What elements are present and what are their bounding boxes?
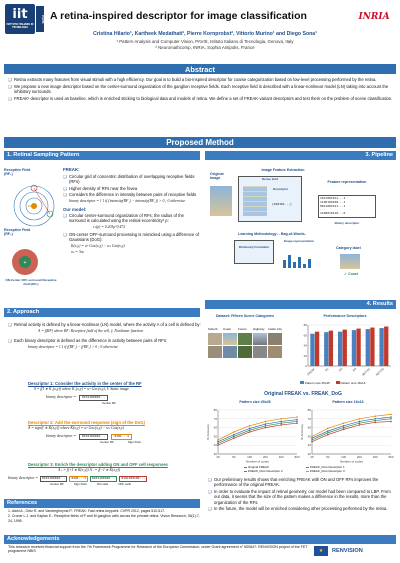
- iit-logo: [5, 4, 35, 34]
- pipeline-coast-label: ✓ Coast: [344, 272, 358, 276]
- bar: [338, 332, 342, 366]
- series-line: [312, 421, 391, 441]
- freak-item-2: ❑ Higher density of RFs near the fovea: [63, 186, 201, 191]
- freak-formula: binary descriptor = { 1 if (intensity(RF₁) − intensity(RF₂)) > 0 ; 0 otherwise: [69, 199, 186, 203]
- x-tick-label: 800: [294, 455, 300, 459]
- x-tick-label: 400: [278, 455, 284, 459]
- data-point: [296, 419, 298, 421]
- references-list: [8, 509, 202, 523]
- data-point: [296, 422, 298, 424]
- bar: [356, 329, 360, 366]
- dataset-thumb-5: [268, 333, 282, 345]
- data-point: [233, 434, 235, 436]
- y-tick-label: 80: [307, 408, 311, 412]
- pipeline-category-image: [340, 254, 360, 269]
- line-legend: [244, 466, 364, 474]
- line-chart-1-title: Pattern size 45x45: [239, 400, 271, 404]
- data-point: [311, 439, 313, 441]
- svg-text:+: +: [23, 260, 27, 266]
- x-tick-label: FREAK: [306, 366, 316, 377]
- data-point: [327, 430, 329, 432]
- bar: [343, 330, 347, 366]
- data-point: [280, 418, 282, 420]
- descriptor-3-caption-3: ON cells: [96, 481, 109, 486]
- dataset-thumb-7: [223, 346, 237, 358]
- data-point: [265, 425, 267, 427]
- data-point: [280, 422, 282, 424]
- approach-formula-2: binary descriptor = { 1 if f(RF₁) − f(RF₂) > 0 ; 0 otherwise: [28, 345, 118, 350]
- authors: Cristina Hilario¹, Kartheek Medathati², Pierre Kornprobst², Vittorio Murino¹ and Diego Sona¹: [93, 31, 317, 37]
- y-tick-label: 70: [307, 416, 311, 421]
- affiliation-1: ¹ Pattern Analysis and Computer Vision, PAVIS, Istituto Italiano di Tecnologia, Genova, Italy: [116, 39, 294, 44]
- freak-label: FREAK:: [63, 167, 80, 172]
- x-tick-label: 200: [356, 455, 362, 459]
- descriptor-3-bits-3: 0101100100...: [91, 475, 116, 480]
- section-1-heading: 1. Retinal Sampling Pattern: [4, 151, 200, 160]
- y-tick-label: 80: [303, 323, 307, 327]
- y-tick-label: 20: [303, 353, 307, 358]
- data-point: [359, 418, 361, 420]
- x-axis-label: Number of codes: [246, 459, 269, 463]
- conclusion-1: ❑ Our preliminary results shows that enriching FREAK with ON and OFF RFs improves the performance of the original FREAK.: [208, 477, 396, 488]
- dataset-thumb-3: [238, 333, 252, 345]
- data-point: [296, 416, 298, 418]
- comparison-title: Original FREAK vs. FREAK_DoG: [264, 391, 342, 397]
- acknowledgements-text: This research received financial support from the 7th Framework Programme for Research of the European Commission, under Grant agreement n° 600847: RENVISION project of the FET programme NBIS: [8, 545, 308, 554]
- data-point: [217, 444, 219, 446]
- affiliation-2: ² Neuromathcomp, INRIA, Sophia Antipolis, France: [155, 45, 255, 50]
- binary-row-3: 0011001011...1: [320, 203, 346, 208]
- data-point: [233, 431, 235, 433]
- data-point: [249, 428, 251, 430]
- inria-logo: INRIA: [358, 12, 390, 22]
- data-point: [217, 441, 219, 443]
- freak-item-1: ❑ Circular grid of concentric distribution of overlapping receptive fields (RFs): [63, 174, 201, 185]
- data-point: [249, 429, 251, 431]
- binary-row-5: 1100010110...0: [320, 211, 346, 215]
- pipeline-coast-image: [210, 186, 232, 216]
- dataset-thumb-10: [268, 346, 282, 358]
- poster-title: A retina-inspired descriptor for image classification: [50, 10, 307, 22]
- line-legend-4: ▬ FREAK_DoG Descriptor 3: [306, 468, 345, 473]
- pipeline-dictionary-panel: [234, 240, 274, 264]
- dataset-thumb-2: [223, 333, 237, 345]
- model-item-1: ❑ Circular center-surround organization of RFs; the radius of the surround is calculated using the retinal eccentricity² ρ:: [63, 213, 201, 224]
- y-tick-label: 40: [307, 443, 311, 448]
- y-tick-label: 50: [213, 434, 217, 439]
- bar: [329, 331, 333, 366]
- data-point: [265, 421, 267, 423]
- descriptor-3-caption-1: Center RF: [50, 481, 64, 486]
- section-2-heading: 2. Approach: [4, 308, 200, 317]
- abstract-body: [8, 77, 394, 103]
- pipeline-feature-repr-label: Feature representation: [327, 180, 367, 184]
- descriptor-2-caption-2: Sign DoG: [127, 439, 141, 444]
- pipeline-image-repr-label: Image representation: [283, 239, 315, 243]
- model-label: Our model:: [63, 206, 87, 212]
- rf2-label: Receptive Field (RF₂): [4, 228, 31, 237]
- perf-legend-1-label: Pattern size 45x45: [304, 381, 330, 385]
- x-tick-label: D2: [337, 366, 344, 373]
- pipeline-category-label: Category label: [336, 246, 361, 250]
- dataset-label-2: Coast: [223, 327, 231, 331]
- iit-logo-subtext: ISTITUTO ITALIANO DI TECNOLOGIA: [6, 23, 34, 29]
- descriptor-3-block: [8, 462, 202, 486]
- descriptor-3-caption-2: Sign DoG: [73, 481, 87, 486]
- descriptor-3-title: Descriptor 3: Enrich the descriptor adding ON and OFF cell responses: [28, 462, 168, 467]
- descriptor-1-caption: Center RF: [102, 400, 116, 405]
- data-point: [265, 427, 267, 429]
- dataset-thumbs: [208, 328, 282, 366]
- pipeline-dense-grid-label: Dense Grid: [261, 177, 278, 181]
- reference-1: 1. Alahi A., Ortiz R. and Vandergheynst P.: FREAK: Fast retina keypoint. CVPR 2012, pages 510-517.: [8, 509, 166, 513]
- data-point: [296, 421, 298, 423]
- line-legend-4-label: FREAK_DoG Descriptor 3: [309, 468, 345, 473]
- x-tick-label: 100: [341, 455, 347, 459]
- perf-title: Performance Descriptors: [323, 314, 367, 318]
- abstract-heading: Abstract: [4, 64, 396, 74]
- reference-2: 2. Croner L.J. and Kaplan E.: Receptive fields of P and M ganglion cells across the primate retina. Vision Research, 35(1):7-24, 1995.: [8, 514, 200, 523]
- data-point: [359, 421, 361, 423]
- data-point: [233, 436, 235, 438]
- data-point: [359, 424, 361, 426]
- acknowledgements-heading: Acknowledgements: [4, 535, 396, 544]
- model-formula-1: rₛ(ρ) = 0.203ρ^0.472: [93, 225, 126, 230]
- pipeline-descriptor-label: Descriptor: [273, 187, 289, 191]
- abstract-item-1: ❑ Retina extracts many features from visual stimuli with a high efficiency. Our goal is to build a bio-inspired descriptor for coarse categorization based on low-level processing performed by the retina.: [8, 77, 394, 82]
- data-point: [390, 416, 392, 418]
- dataset-label-4: Highway: [253, 327, 265, 331]
- dataset-thumb-9: [253, 346, 267, 358]
- line-chart-2-title: Pattern size 16x16: [332, 400, 364, 404]
- data-point: [343, 422, 345, 424]
- data-point: [374, 415, 376, 417]
- descriptor-3-caption-4: OFF cells: [118, 481, 132, 486]
- y-axis-label: % Accuracy: [300, 424, 304, 440]
- descriptor-1-bits: 0101100100...: [79, 395, 108, 401]
- section-3-heading: 3. Pipeline: [205, 151, 396, 160]
- descriptor-2-binary-label: binary descriptor =: [46, 434, 76, 439]
- data-point: [265, 423, 267, 425]
- on-off-rf-label: ON-Center OFF-surround Receptive Field (RF₁): [5, 278, 57, 286]
- conclusion-2: ❑ In order to evaluate the impact of retinal geometry, our model had been compared to LBP. From our data, it seems that the size of the pattern makes a difference in the results, more than the organization of the RFs.: [208, 489, 396, 505]
- dataset-label-5: Inside City: [268, 327, 283, 331]
- freak-description: [63, 167, 201, 254]
- bar: [384, 327, 388, 366]
- descriptor-2-formula: A = sign(I ∗ K(x,y)) where K(x,y) = wᶜ Gσc(x,y) − wₛ Gσs(x,y): [28, 426, 125, 431]
- bar: [379, 328, 383, 366]
- y-tick-label: 80: [213, 408, 217, 412]
- line-chart-16x16: [300, 407, 394, 463]
- data-point: [374, 420, 376, 422]
- x-tick-label: 50: [326, 455, 330, 459]
- descriptor-1-binary-label: binary descriptor =: [46, 395, 76, 400]
- fovea-label: Fovea: [28, 204, 37, 208]
- y-tick-label: 30: [307, 452, 311, 456]
- binary-row-2: 1100100100...1: [320, 199, 346, 204]
- dataset-label-3: Forest: [238, 327, 247, 331]
- descriptor-2-bits-a: 0101100100...: [79, 434, 108, 440]
- data-point: [217, 443, 219, 445]
- descriptor-3-bits-1: 0101100100...: [41, 475, 66, 480]
- binary-row-4: ...: [320, 207, 326, 212]
- perf-legend-2: [336, 381, 366, 386]
- dataset-title: Dataset: Fifteen Scene Categories: [215, 314, 275, 318]
- descriptor-3-formula: A₊ = f(+I ∗ K(x,y)) A₋ = f(−I ∗ K(x,y)): [58, 468, 121, 473]
- pipeline-descriptor-vec: [010101...]: [272, 202, 292, 206]
- bar: [324, 332, 328, 366]
- dataset-label-1: Suburb: [208, 327, 218, 331]
- model-formula-3: σₛ = 3σc: [71, 249, 85, 254]
- perf-legend-1: [300, 381, 330, 386]
- x-tick-label: 800: [388, 455, 394, 459]
- data-point: [249, 425, 251, 427]
- descriptor-1-block: [28, 381, 200, 405]
- pipeline-dense-grid-panel: [238, 176, 302, 222]
- data-point: [217, 439, 219, 441]
- dataset-thumb-4: [253, 333, 267, 345]
- data-point: [280, 424, 282, 426]
- bar: [352, 330, 356, 366]
- section-4-heading: 4. Results: [205, 300, 396, 309]
- approach-formula-1: A = f(RF) where RF: Receptive field of the cell, f: Nonlinear function: [38, 328, 144, 333]
- descriptor-3-bits-4: 0101100100...: [121, 475, 145, 480]
- data-point: [374, 422, 376, 424]
- bar: [366, 329, 370, 366]
- model-item-2: ❑ ON-center OFF-surround processing is mimicked using a difference of Gaussians (DoG):: [63, 232, 201, 243]
- line-legend-3: ▬ FREAK_DoG Descriptor 2: [244, 468, 283, 473]
- pipeline-learning-label: Learning Methodology: - Bag-of-Words-: [238, 232, 306, 236]
- x-tick-label: 100: [247, 455, 253, 459]
- data-point: [327, 428, 329, 430]
- rf1-label: Receptive Field (RF₁): [4, 168, 31, 177]
- y-tick-label: 60: [303, 333, 307, 338]
- performance-bar-chart: [296, 322, 394, 380]
- bar: [370, 328, 374, 366]
- bar: [315, 332, 319, 366]
- descriptor-2-title: Descriptor 2: Add the surround response (sign of the DoG): [28, 420, 145, 425]
- abstract-item-3: ❑ FREAK¹ descriptor is used as baseline, which is enriched sticking to biological data and models of retina. We define a set of FREAK-variant descriptors and test them on the problem of scene classification.: [8, 96, 394, 101]
- y-tick-label: 50: [307, 434, 311, 439]
- x-tick-label: 200: [262, 455, 268, 459]
- data-point: [327, 434, 329, 436]
- approach-body: [8, 322, 202, 350]
- references-heading: References: [4, 499, 200, 508]
- descriptor-2-caption-1: Center RF: [100, 439, 114, 444]
- perf-legend-2-label: Pattern size 16x16: [340, 381, 366, 385]
- data-point: [374, 418, 376, 420]
- pavis-logo: PAVIS: [36, 6, 44, 32]
- descriptor-3-binary-label: binary descriptor =: [8, 476, 38, 481]
- pipeline-binary-rows: [318, 195, 376, 218]
- x-tick-label: 50: [232, 455, 236, 459]
- x-tick-label: RET-D2: [374, 366, 385, 377]
- conclusion-3: ❑ In the future, the model will be enriched considering other processing performed by the retina.: [208, 506, 396, 511]
- y-tick-label: 60: [213, 425, 217, 430]
- freak-item-3: ❑ Considers the difference in intensity between pairs of receptive fields: [63, 192, 201, 197]
- line-legend-2: ▬ FREAK_DoG Descriptor 1: [306, 465, 345, 469]
- data-point: [311, 441, 313, 443]
- pipeline-feature-extraction: Image Feature Extraction: [261, 168, 305, 172]
- data-point: [343, 427, 345, 429]
- data-point: [280, 421, 282, 423]
- data-point: [343, 429, 345, 431]
- x-tick-label: 25: [310, 455, 314, 459]
- descriptor-3-bits-2: 0101...1: [71, 475, 86, 480]
- x-tick-label: D1: [324, 366, 330, 373]
- data-point: [327, 432, 329, 434]
- renvision-logo: RENVISION: [332, 548, 363, 554]
- dataset-thumb-6: [208, 346, 222, 358]
- data-point: [390, 421, 392, 423]
- x-tick-label: RET-D1: [361, 366, 371, 377]
- pipeline-grid-image: [243, 186, 267, 216]
- eu-flag: ★: [314, 546, 328, 556]
- x-tick-label: 25: [216, 455, 220, 459]
- data-point: [249, 431, 251, 433]
- y-tick-label: 0: [305, 364, 307, 368]
- data-point: [390, 414, 392, 416]
- line-legend-3-label: FREAK_DoG Descriptor 2: [247, 468, 283, 473]
- data-point: [390, 418, 392, 420]
- pipeline-histogram: [282, 252, 314, 268]
- approach-item-2: ❑ Each binary descriptor is defined as the difference in activity between pairs of RFs:: [8, 338, 202, 343]
- x-tick-label: D3: [351, 366, 358, 373]
- iit-logo-text: iit: [12, 7, 28, 22]
- data-point: [311, 437, 313, 439]
- descriptor-2-bits-b: 0101...1: [111, 434, 131, 440]
- y-tick-label: 40: [213, 443, 217, 448]
- bar: [310, 334, 314, 366]
- pipeline-original-image: Original Image: [210, 172, 224, 181]
- descriptor-1-formula: S = f(I ∗ K₁(x,y)) where K₁(x,y) = wᶜ Gσc(x,y), I: Static image: [34, 387, 130, 392]
- pipeline-binary-descriptor-label: Binary descriptor: [334, 221, 360, 225]
- data-point: [359, 422, 361, 424]
- abstract-item-2: ❑ We propose a new image descriptor based on the center-surround organization of the ganglion receptive fields. Each receptive field is described with a linear-nonlinear model (LN) taking into account the inhibitory surrounds.: [8, 84, 394, 95]
- perf-legend: [300, 381, 396, 386]
- binary-row-1: 1011001011...1: [320, 196, 346, 200]
- data-point: [311, 436, 313, 438]
- data-point: [343, 425, 345, 427]
- y-axis-label: % Accuracy: [206, 424, 210, 440]
- data-point: [233, 437, 235, 439]
- x-tick-label: 400: [372, 455, 378, 459]
- descriptor-2-block: [28, 420, 200, 444]
- descriptor-1-title: Descriptor 1: Consider the activity in the center of the RF: [28, 381, 142, 386]
- y-tick-label: 30: [213, 452, 217, 456]
- line-legend-1-label: Original FREAK: [247, 465, 270, 469]
- conclusions: [208, 477, 396, 513]
- line-chart-45x45: [206, 407, 300, 463]
- dataset-thumb-1: [208, 333, 222, 345]
- y-tick-label: 40: [303, 343, 307, 348]
- dataset-thumb-8: [238, 346, 252, 358]
- line-legend-2-label: FREAK_DoG Descriptor 1: [309, 465, 345, 469]
- x-axis-label: Number of codes: [340, 459, 363, 463]
- y-tick-label: 70: [213, 416, 217, 421]
- y-tick-label: 60: [307, 425, 311, 430]
- model-formula-2: K(x,y) = wᶜ Gσc(x,y) − wₛ Gσs(x,y): [71, 243, 125, 248]
- line-legend-1: ▬ Original FREAK: [244, 465, 270, 469]
- pipeline-dictionary-label: Dictionary Formation: [238, 245, 270, 249]
- on-off-rf-diagram: [10, 247, 40, 277]
- method-heading: Proposed Method: [4, 137, 396, 148]
- approach-item-1: ❑ Retinal activity is defined by a linear-nonlinear (LN) model, where the activity A of a cell is defined by:: [8, 322, 202, 327]
